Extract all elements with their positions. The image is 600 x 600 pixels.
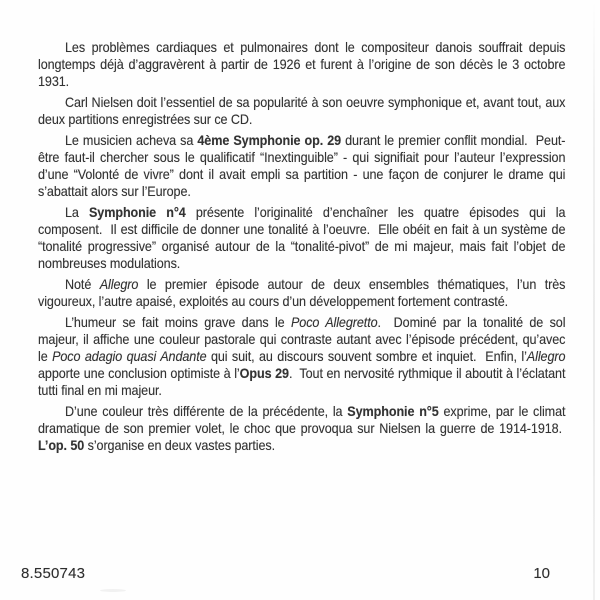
text-run: . Tout en nervosité rythmique il aboutit à l’éclatant tutti final en mi majeur. [38, 365, 566, 398]
text-run-bold: L’op. 50 [38, 437, 85, 453]
text-run-italic: Poco adagio quasi Andante [52, 348, 207, 364]
scan-edge-line [593, 0, 595, 600]
text-run: le premier épisode autour de deux ensembles thématiques, l’un très vigoureux, l’autre apaisé, exploités au cours d’un développement fortement contrasté. [38, 276, 566, 309]
text-run: L’humeur se fait moins grave dans le [65, 314, 291, 330]
scan-smudge [100, 589, 126, 592]
text-run-bold: 4ème Symphonie op. 29 [197, 132, 342, 148]
paragraph-6 [38, 314, 565, 399]
paragraph-4 [38, 204, 565, 272]
text-run: s’organise en deux vastes parties. [84, 437, 276, 453]
paragraph-5 [38, 276, 565, 310]
text-run: D’une couleur très différente de la précédente, la [65, 403, 348, 419]
text-run: Les problèmes cardiaques et pulmonaires dont le compositeur danois souffrait depuis longtemps déjà d’aggravèrent à partir de 1926 et furent à l’origine de son décès le 3 octobre 1931. [38, 39, 566, 89]
text-run: durant le premier conflit mondial. Peut-être faut-il chercher sous le qualificatif “Inextinguible” - qui signifiait pour l’auteur l’expression d’une “Volonté de vivre” dont il avait empli sa partition - une façon de conjurer le drame qui s’abattait alors sur l’Europe. [38, 132, 566, 199]
page-number: 10 [533, 565, 550, 582]
text-run-bold: Symphonie n°4 [88, 204, 186, 220]
text-run-italic: Allegro [526, 348, 566, 364]
paragraph-7 [38, 403, 565, 454]
text-run: . Dominé par la tonalité de sol majeur, il affiche une couleur pastorale qui contraste autant avec l’épisode précédent, qu’avec le [38, 314, 566, 364]
text-run-bold: Opus 29 [239, 365, 289, 381]
text-run-italic: Poco Allegretto [290, 314, 378, 330]
liner-notes-text [38, 39, 565, 458]
paragraph-2 [38, 94, 565, 128]
text-run-bold: Symphonie n°5 [347, 403, 439, 419]
text-run: présente l’originalité d’enchaîner les quatre épisodes qui la composent. Il est difficile de donner une tonalité à l’oeuvre. Elle obéit en fait à un système de “tonalité progressive” organisé autour de la “tonalité-pivot” de mi majeur, mais fait l’objet de nombreuses modulations. [38, 204, 566, 271]
text-run: Carl Nielsen doit l’essentiel de sa popularité à son oeuvre symphonique et, avant tout, aux deux partitions enregistrées sur ce CD. [38, 94, 566, 127]
text-run: Noté [65, 276, 100, 292]
paragraph-1 [38, 39, 565, 90]
text-run: apporte une conclusion optimiste à l’ [38, 365, 240, 381]
text-run: Le musicien acheva sa [65, 132, 198, 148]
paragraph-3 [38, 132, 565, 200]
text-run-italic: Allegro [99, 276, 139, 292]
text-run: qui suit, au discours souvent sombre et inquiet. Enfin, l’ [206, 348, 527, 364]
text-run: La [65, 204, 89, 220]
text-run: exprime, par le climat dramatique de son premier volet, le choc que provoqua sur Nielsen la guerre de 1914-1918. [38, 403, 566, 436]
catalog-number: 8.550743 [21, 565, 86, 582]
